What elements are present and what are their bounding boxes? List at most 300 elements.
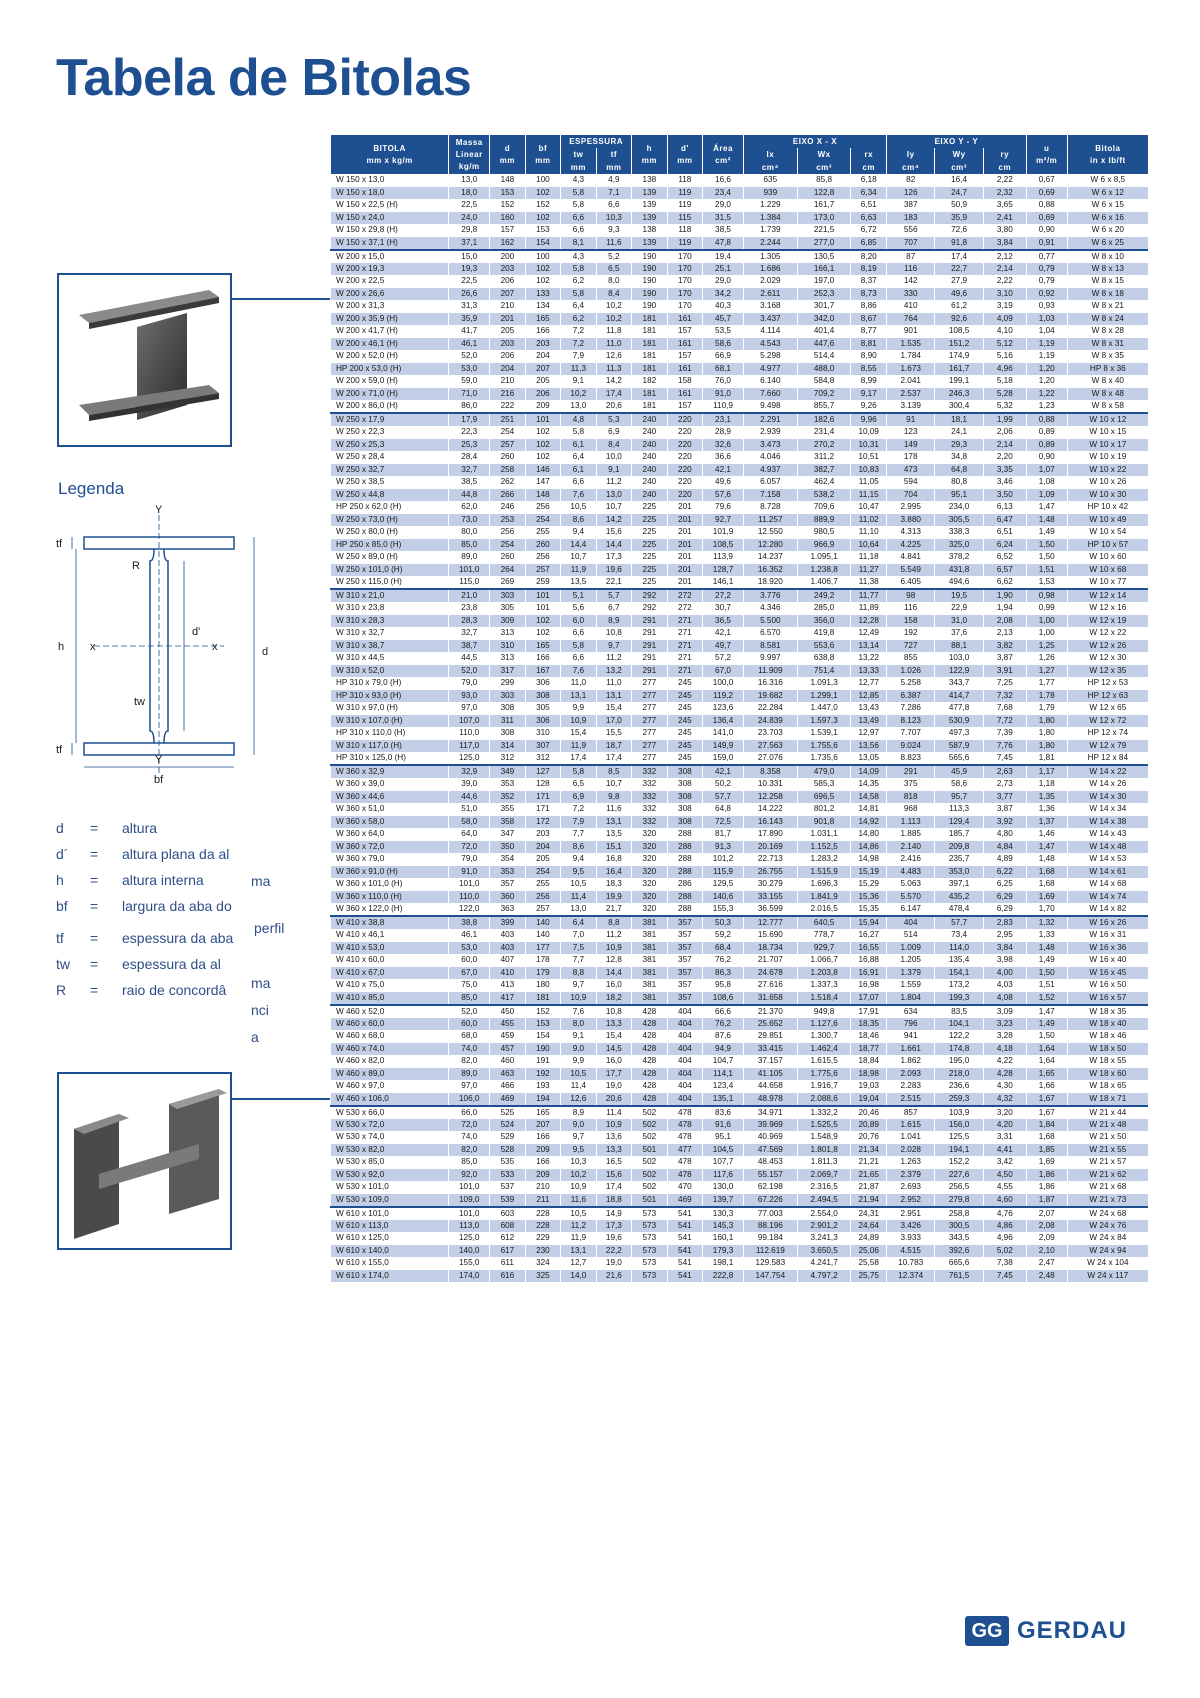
table-cell: 5,32 — [983, 400, 1026, 413]
col-bitola: BITOLA mm x kg/m — [331, 135, 449, 174]
table-cell: 941 — [887, 1030, 935, 1043]
table-cell: 81,7 — [703, 828, 744, 841]
table-cell: 3,98 — [983, 954, 1026, 967]
table-cell: 161 — [667, 313, 702, 326]
table-cell: 8,77 — [851, 325, 887, 338]
table-cell: 4.346 — [743, 602, 797, 615]
table-cell: 11.257 — [743, 514, 797, 527]
table-cell: 10,47 — [851, 501, 887, 514]
table-cell: 203 — [490, 263, 525, 276]
table-cell: 338,3 — [935, 526, 983, 539]
table-cell: 39.969 — [743, 1119, 797, 1132]
table-cell: 236,6 — [935, 1080, 983, 1093]
table-cell: 140,6 — [703, 891, 744, 904]
table-cell: 240 — [632, 426, 667, 439]
table-cell: 541 — [667, 1257, 702, 1270]
table-cell: 33.155 — [743, 891, 797, 904]
table-cell: 11,0 — [596, 338, 632, 351]
table-cell: 245 — [667, 715, 702, 728]
table-cell: 11.909 — [743, 665, 797, 678]
table-cell: 1.026 — [887, 665, 935, 678]
table-row — [331, 1080, 1149, 1093]
table-row — [331, 979, 1149, 992]
table-cell: 64,8 — [935, 464, 983, 477]
table-cell: 4.483 — [887, 866, 935, 879]
table-cell: 1.811,3 — [797, 1156, 851, 1169]
table-cell: 1.615 — [887, 1119, 935, 1132]
legend-fragment: nci — [251, 1002, 269, 1018]
d-prime-label: d' — [192, 626, 201, 638]
table-cell: 11,2 — [596, 652, 632, 665]
table-cell: W 150 x 37,1 (H) — [331, 237, 449, 250]
table-cell: W 360 x 101,0 (H) — [331, 878, 449, 891]
table-cell: 8,8 — [596, 916, 632, 929]
table-cell: 6,29 — [983, 891, 1026, 904]
table-cell: 108,6 — [703, 992, 744, 1005]
table-row — [331, 1093, 1149, 1106]
col-eixo-x: EIXO X - X — [743, 135, 886, 148]
table-cell: 139 — [632, 212, 667, 225]
table-cell: 27,9 — [935, 275, 983, 288]
table-cell: 201 — [490, 313, 525, 326]
table-cell: 130,0 — [703, 1181, 744, 1194]
table-cell: HP 8 x 36 — [1067, 363, 1148, 376]
table-cell: 13,0 — [449, 174, 490, 187]
table-row — [331, 576, 1149, 589]
table-cell: 87 — [887, 250, 935, 263]
table-cell: 535 — [490, 1156, 525, 1169]
table-cell: 134 — [525, 300, 560, 313]
table-cell: W 10 x 15 — [1067, 426, 1148, 439]
table-cell: 2,63 — [983, 765, 1026, 778]
table-cell: 2,41 — [983, 212, 1026, 225]
table-cell: 249,2 — [797, 589, 851, 602]
table-cell: 288 — [667, 853, 702, 866]
col-d: d mm — [490, 135, 525, 174]
table-cell: 204 — [490, 363, 525, 376]
table-cell: 6,4 — [561, 916, 596, 929]
table-cell: 15,4 — [596, 702, 632, 715]
table-cell: 13,0 — [561, 903, 596, 916]
table-cell: 1,48 — [1026, 514, 1067, 527]
table-cell: W 250 x 101,0 (H) — [331, 564, 449, 577]
table-cell: 3,65 — [983, 199, 1026, 212]
table-cell: W 250 x 73,0 (H) — [331, 514, 449, 527]
table-cell: 382,7 — [797, 464, 851, 477]
table-cell: 357 — [667, 979, 702, 992]
table-cell: 317 — [490, 665, 525, 678]
table-cell: 229 — [525, 1232, 560, 1245]
table-cell: 29.851 — [743, 1030, 797, 1043]
table-cell: 1.041 — [887, 1131, 935, 1144]
table-cell: 79,0 — [449, 853, 490, 866]
legend-title: Legenda — [58, 479, 125, 498]
table-cell: 37.157 — [743, 1055, 797, 1068]
table-cell: 36,6 — [703, 451, 744, 464]
table-cell: 4,22 — [983, 1055, 1026, 1068]
table-cell: 291 — [632, 665, 667, 678]
table-cell: 220 — [667, 426, 702, 439]
table-cell: 152 — [525, 199, 560, 212]
table-cell: 378,2 — [935, 551, 983, 564]
table-cell: W 21 x 50 — [1067, 1131, 1148, 1144]
table-cell: 494,6 — [935, 576, 983, 589]
table-cell: 1,69 — [1026, 1156, 1067, 1169]
table-cell: 170 — [667, 288, 702, 301]
table-row — [331, 476, 1149, 489]
table-cell: 6,13 — [983, 501, 1026, 514]
table-cell: 15,94 — [851, 916, 887, 929]
table-cell: 119 — [667, 237, 702, 250]
table-cell: 7,68 — [983, 702, 1026, 715]
table-cell: HP 250 x 85,0 (H) — [331, 539, 449, 552]
table-row — [331, 350, 1149, 363]
table-cell: 53,0 — [449, 363, 490, 376]
table-cell: W 6 x 12 — [1067, 187, 1148, 200]
table-cell: 108,5 — [703, 539, 744, 552]
table-cell: 170 — [667, 263, 702, 276]
table-cell: 256 — [525, 891, 560, 904]
table-cell: 5,8 — [561, 640, 596, 653]
table-cell: 122,9 — [935, 665, 983, 678]
table-cell: 11,4 — [561, 1080, 596, 1093]
table-cell: W 310 x 97,0 (H) — [331, 702, 449, 715]
table-cell: 14,92 — [851, 816, 887, 829]
table-cell: 1,49 — [1026, 954, 1067, 967]
table-cell: 109,0 — [449, 1194, 490, 1207]
table-cell: 12,85 — [851, 690, 887, 703]
table-cell: 49,6 — [703, 476, 744, 489]
table-cell: HP 10 x 57 — [1067, 539, 1148, 552]
table-cell: 228 — [525, 1207, 560, 1220]
table-cell: 1,69 — [1026, 891, 1067, 904]
table-cell: 7,0 — [561, 929, 596, 942]
tf-bottom-label: tf — [56, 744, 63, 756]
table-cell: 209,8 — [935, 841, 983, 854]
table-cell: 254 — [525, 866, 560, 879]
table-row — [331, 1156, 1149, 1169]
table-cell: 101,0 — [449, 564, 490, 577]
table-cell: 288 — [667, 841, 702, 854]
table-cell: 428 — [632, 1093, 667, 1106]
table-cell: W 8 x 48 — [1067, 388, 1148, 401]
table-cell: 751,4 — [797, 665, 851, 678]
table-cell: 1.518,4 — [797, 992, 851, 1005]
i-beam-photo — [57, 273, 232, 447]
table-cell: 478 — [667, 1131, 702, 1144]
table-row — [331, 828, 1149, 841]
table-cell: 7,6 — [561, 665, 596, 678]
table-cell: 8,6 — [561, 841, 596, 854]
table-cell: 8,8 — [561, 967, 596, 980]
table-cell: 82,0 — [449, 1055, 490, 1068]
table-cell: 1.539,1 — [797, 727, 851, 740]
table-cell: 17,0 — [596, 715, 632, 728]
table-cell: 3,91 — [983, 665, 1026, 678]
table-cell: 145,3 — [703, 1220, 744, 1233]
r-label: R — [132, 560, 140, 572]
table-cell: 74,0 — [449, 1043, 490, 1056]
table-cell: 478 — [667, 1169, 702, 1182]
table-cell: 122,0 — [449, 903, 490, 916]
table-cell: 313 — [490, 627, 525, 640]
table-cell: 260 — [490, 551, 525, 564]
table-cell: 35,9 — [449, 313, 490, 326]
table-cell: 116 — [887, 602, 935, 615]
table-cell: 3,09 — [983, 1005, 1026, 1018]
table-cell: 5,2 — [596, 250, 632, 263]
table-cell: 573 — [632, 1270, 667, 1283]
table-cell: 6.387 — [887, 690, 935, 703]
table-cell: 529 — [490, 1131, 525, 1144]
table-cell: 308 — [525, 690, 560, 703]
table-cell: 18,3 — [596, 878, 632, 891]
table-cell: 48.978 — [743, 1093, 797, 1106]
table-cell: 32,7 — [449, 627, 490, 640]
table-cell: 9,9 — [561, 702, 596, 715]
table-cell: 190 — [632, 263, 667, 276]
table-cell: 113,0 — [449, 1220, 490, 1233]
table-cell: 1.735,6 — [797, 752, 851, 765]
table-cell: 288 — [667, 891, 702, 904]
table-cell: 230 — [525, 1245, 560, 1258]
table-cell: 1,84 — [1026, 1119, 1067, 1132]
table-cell: 8,0 — [596, 275, 632, 288]
table-cell: HP 12 x 84 — [1067, 752, 1148, 765]
table-cell: 1,87 — [1026, 1194, 1067, 1207]
table-cell: 19,5 — [935, 589, 983, 602]
table-cell: 12.258 — [743, 791, 797, 804]
table-cell: W 16 x 45 — [1067, 967, 1148, 980]
table-cell: 309 — [490, 615, 525, 628]
table-cell: 357 — [667, 929, 702, 942]
table-cell: 31,0 — [935, 615, 983, 628]
table-cell: W 6 x 20 — [1067, 224, 1148, 237]
table-cell: 308 — [667, 778, 702, 791]
table-cell: W 18 x 40 — [1067, 1018, 1148, 1031]
legend-fragment: ma — [251, 975, 271, 991]
table-cell: 100,0 — [703, 677, 744, 690]
col-dp: d' mm — [667, 135, 702, 174]
table-cell: 303 — [490, 690, 525, 703]
table-cell: 13,05 — [851, 752, 887, 765]
table-cell: W 16 x 50 — [1067, 979, 1148, 992]
table-cell: W 24 x 104 — [1067, 1257, 1148, 1270]
table-cell: 182,6 — [797, 413, 851, 426]
table-cell: 308 — [490, 702, 525, 715]
table-cell: 104,1 — [935, 1018, 983, 1031]
table-cell: 15.690 — [743, 929, 797, 942]
table-cell: 256,5 — [935, 1181, 983, 1194]
table-cell: 10,8 — [596, 1005, 632, 1018]
table-cell: 355 — [490, 803, 525, 816]
table-cell: 6,85 — [851, 237, 887, 250]
d-label: d — [262, 646, 269, 658]
table-cell: 1.535 — [887, 338, 935, 351]
table-cell: 1.462,4 — [797, 1043, 851, 1056]
legend-fragment: ma — [251, 873, 271, 889]
table-cell: 21,94 — [851, 1194, 887, 1207]
table-cell: 15,6 — [596, 1169, 632, 1182]
table-cell: HP 10 x 42 — [1067, 501, 1148, 514]
table-cell: W 250 x 28,4 — [331, 451, 449, 464]
table-cell: 10,3 — [596, 212, 632, 225]
table-cell: W 10 x 26 — [1067, 476, 1148, 489]
table-cell: 18,2 — [596, 992, 632, 1005]
table-cell: 4,28 — [983, 1068, 1026, 1081]
table-row — [331, 791, 1149, 804]
table-cell: 1.862 — [887, 1055, 935, 1068]
table-row — [331, 1181, 1149, 1194]
table-cell: W 12 x 72 — [1067, 715, 1148, 728]
table-cell: 7.286 — [887, 702, 935, 715]
table-cell: 8,9 — [596, 615, 632, 628]
section-diagram — [54, 505, 294, 805]
table-cell: 537 — [490, 1181, 525, 1194]
table-cell: 6.405 — [887, 576, 935, 589]
table-cell: 1.447,0 — [797, 702, 851, 715]
table-cell: 2,08 — [1026, 1220, 1067, 1233]
table-cell: HP 250 x 62,0 (H) — [331, 501, 449, 514]
table-cell: 1.332,2 — [797, 1106, 851, 1119]
table-cell: 1,66 — [1026, 1080, 1067, 1093]
table-cell: W 460 x 82,0 — [331, 1055, 449, 1068]
table-cell: 2,06 — [983, 426, 1026, 439]
table-cell: 151,2 — [935, 338, 983, 351]
table-cell: 357 — [667, 992, 702, 1005]
table-cell: 288 — [667, 828, 702, 841]
table-cell: 21.370 — [743, 1005, 797, 1018]
table-cell: 14,9 — [596, 1207, 632, 1220]
table-cell: 457 — [490, 1043, 525, 1056]
table-cell: 1,51 — [1026, 979, 1067, 992]
table-cell: 3,87 — [983, 652, 1026, 665]
table-cell: W 12 x 30 — [1067, 652, 1148, 665]
table-cell: W 610 x 155,0 — [331, 1257, 449, 1270]
table-cell: 35,9 — [935, 212, 983, 225]
table-cell: 125,0 — [449, 752, 490, 765]
table-cell: W 360 x 32,9 — [331, 765, 449, 778]
table-cell: 209 — [525, 1169, 560, 1182]
table-cell: 91,8 — [935, 237, 983, 250]
table-cell: 11,6 — [596, 237, 632, 250]
table-cell: 24,0 — [449, 212, 490, 225]
table-cell: 14,81 — [851, 803, 887, 816]
table-row — [331, 1131, 1149, 1144]
col-area: Área cm² — [703, 135, 744, 174]
table-cell: 291 — [632, 615, 667, 628]
table-cell: 2,48 — [1026, 1270, 1067, 1283]
table-row — [331, 702, 1149, 715]
table-row — [331, 916, 1149, 929]
table-cell: W 310 x 32,7 — [331, 627, 449, 640]
table-cell: 1.203,8 — [797, 967, 851, 980]
table-cell: 635 — [743, 174, 797, 187]
table-cell: 2.291 — [743, 413, 797, 426]
table-row — [331, 1005, 1149, 1018]
table-cell: 72,6 — [935, 224, 983, 237]
table-cell: 101 — [525, 589, 560, 602]
table-cell: 80,0 — [449, 526, 490, 539]
table-cell: 225 — [632, 551, 667, 564]
table-cell: 14,09 — [851, 765, 887, 778]
table-cell: 76,0 — [703, 375, 744, 388]
table-cell: 203 — [525, 338, 560, 351]
table-cell: 128 — [525, 778, 560, 791]
table-cell: 25,75 — [851, 1270, 887, 1283]
table-cell: 12.280 — [743, 539, 797, 552]
table-cell: 25,1 — [703, 263, 744, 276]
table-row — [331, 413, 1149, 426]
table-cell: 6,57 — [983, 564, 1026, 577]
table-cell: 220 — [667, 413, 702, 426]
table-cell: 501 — [632, 1144, 667, 1157]
table-cell: 16,6 — [703, 174, 744, 187]
table-cell: 7,2 — [561, 803, 596, 816]
table-cell: 159,0 — [703, 752, 744, 765]
col-tw: tw — [561, 148, 596, 161]
table-cell: 342,0 — [797, 313, 851, 326]
table-cell: 8,9 — [561, 1106, 596, 1119]
table-cell: 16,27 — [851, 929, 887, 942]
table-cell: 133 — [525, 288, 560, 301]
table-cell: W 460 x 60,0 — [331, 1018, 449, 1031]
table-cell: 1.300,7 — [797, 1030, 851, 1043]
table-cell: W 14 x 82 — [1067, 903, 1148, 916]
table-cell: W 6 x 16 — [1067, 212, 1148, 225]
table-cell: 19,0 — [596, 1257, 632, 1270]
table-cell: 178 — [525, 954, 560, 967]
table-cell: 153 — [490, 187, 525, 200]
table-cell: 14,5 — [596, 1043, 632, 1056]
table-cell: 102 — [525, 275, 560, 288]
table-cell: 397,1 — [935, 878, 983, 891]
table-cell: 114,0 — [935, 942, 983, 955]
table-cell: 0,98 — [1026, 589, 1067, 602]
table-cell: 201 — [667, 564, 702, 577]
table-cell: 171 — [525, 791, 560, 804]
table-cell: W 410 x 53,0 — [331, 942, 449, 955]
table-cell: 80,8 — [935, 476, 983, 489]
table-cell: 272 — [667, 602, 702, 615]
table-cell: W 24 x 76 — [1067, 1220, 1148, 1233]
table-row — [331, 640, 1149, 653]
table-cell: 541 — [667, 1232, 702, 1245]
table-cell: 286 — [667, 878, 702, 891]
table-cell: 9,3 — [596, 224, 632, 237]
table-row — [331, 841, 1149, 854]
table-cell: W 200 x 46,1 (H) — [331, 338, 449, 351]
table-cell: 350 — [490, 841, 525, 854]
table-cell: 141,0 — [703, 727, 744, 740]
table-row — [331, 1169, 1149, 1182]
table-cell: 211 — [525, 1194, 560, 1207]
table-cell: 66,6 — [703, 1005, 744, 1018]
col-tf: tf — [596, 148, 632, 161]
table-cell: 1.066,7 — [797, 954, 851, 967]
col-massa: Massa Linear kg/m — [449, 135, 490, 174]
table-cell: 1,26 — [1026, 652, 1067, 665]
table-cell: 19,4 — [703, 250, 744, 263]
table-cell: 2,20 — [983, 451, 1026, 464]
table-cell: 82 — [887, 174, 935, 187]
table-cell: 52,0 — [449, 665, 490, 678]
table-cell: 313 — [490, 652, 525, 665]
table-cell: W 250 x 32,7 — [331, 464, 449, 477]
table-cell: 13,2 — [596, 665, 632, 678]
table-cell: 10,5 — [561, 1207, 596, 1220]
table-cell: W 250 x 80,0 (H) — [331, 526, 449, 539]
